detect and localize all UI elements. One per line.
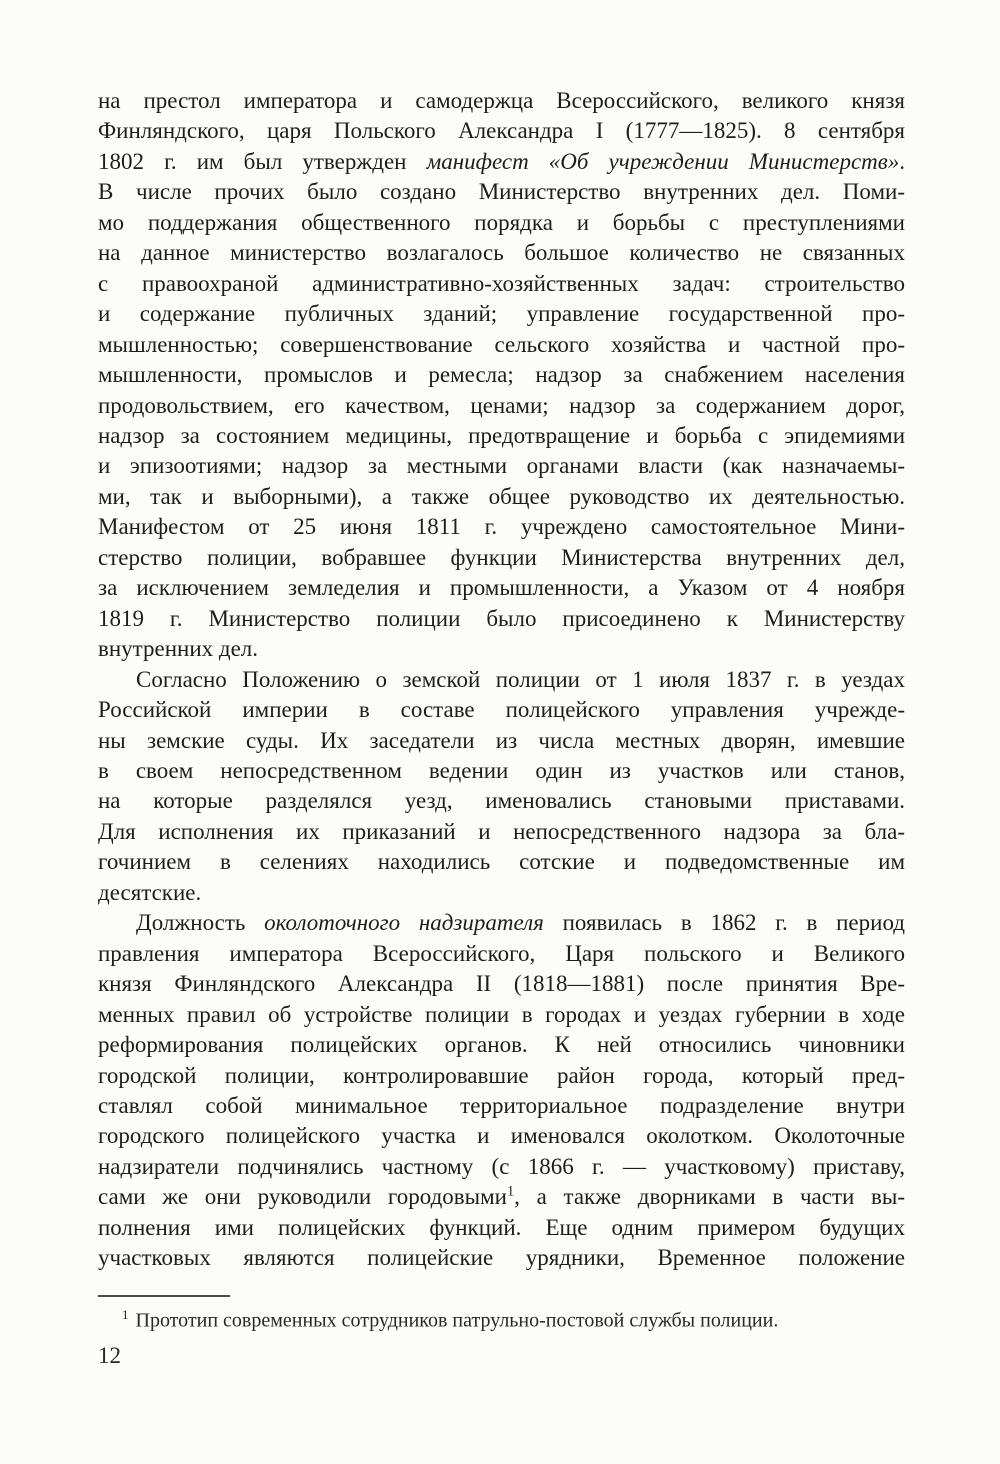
text-run: сами же они руководили городовыми [98,1184,507,1210]
text-run: Для исполнения их приказаний и непосредственного надзора за бла- [98,818,905,844]
text-run: гочинием в селениях находились сотские и подведомственные им [98,849,905,875]
text-line [98,634,905,664]
text-run: ми, так и выборными), а также общее руководство их деятельностью. [98,483,905,509]
text-line [98,391,905,421]
text-line [98,695,905,725]
text-run: Финляндского, царя Польского Александра I (1777—1825). 8 сентября [98,118,905,144]
text-line [98,451,905,481]
text-line [98,1091,905,1121]
text-run: с правоохраной административно-хозяйственных задач: строительство [98,270,905,296]
text-run: внутренних дел. [98,636,259,662]
text-run: и содержание публичных зданий; управление государственной про- [98,301,905,327]
text-line [98,665,905,695]
text-line [98,939,905,969]
text-run: полнения ими полицейских функций. Еще одним примером будущих [98,1214,905,1240]
text-line [98,1030,905,1060]
text-run: за исключением земледелия и промышленности, а Указом от 4 ноября [98,575,905,601]
text-line [98,116,905,146]
text-run: Должность [136,910,265,936]
text-run: мышленностью; совершенствование сельского хозяйства и частной про- [98,331,905,357]
text-line [98,1061,905,1091]
text-run: надзиратели подчинялись частному (с 1866 г. — участковому) приставу, [98,1153,905,1179]
text-run: стерство полиции, вобравшее функции Министерства внутренних дел, [98,544,905,570]
text-line [98,878,905,908]
text-run: менных правил об устройстве полиции в городах и уездах губернии в ходе [98,1001,905,1027]
text-run: Манифестом от 25 июня 1811 г. учреждено самостоятельное Мини- [98,514,905,540]
text-line [98,726,905,756]
text-line [98,482,905,512]
text-line [98,1000,905,1030]
text-run: ставлял собой минимальное территориальное подразделение внутри [98,1092,905,1118]
text-line [98,847,905,877]
text-line [98,1121,905,1151]
text-line [98,208,905,238]
text-run: князя Финляндского Александра II (1818—1881) после принятия Вре- [98,971,905,997]
text-run: на данное министерство возлагалось большое количество не связанных [98,240,905,266]
text-line [98,604,905,634]
text-line [98,269,905,299]
text-line [98,147,905,177]
text-run: мышленности, промыслов и ремесла; надзор за снабжением населения [98,362,905,388]
footnote-marker: 1 [122,1307,129,1322]
text-run: участковых являются полицейские урядники, Временное положение [98,1245,905,1271]
text-line [98,573,905,603]
text-run: городской полиции, контролировавшие район города, который пред- [98,1062,905,1088]
footnote-separator [98,1295,230,1297]
text-line [98,360,905,390]
footnote-text: Прототип современных сотрудников патрульно-постовой службы полиции. [135,1309,779,1332]
text-line [98,299,905,329]
footnote-reference: 1 [506,1183,515,1200]
text-run: десятские. [98,879,202,905]
text-run: Согласно Положению о земской полиции от 1 июля 1837 г. в уездах [136,666,905,692]
text-line [98,330,905,360]
text-line [98,177,905,207]
text-line [98,421,905,451]
text-run: продовольствием, его качеством, ценами; надзор за содержанием дорог, [98,392,905,418]
text-line [98,1213,905,1243]
text-run: мо поддержания общественного порядка и борьбы с преступлениями [98,209,905,235]
text-run: надзор за состоянием медицины, предотвращение и борьба с эпидемиями [98,422,905,448]
text-run: Российской империи в составе полицейского управления учрежде- [98,697,905,723]
page-number: 12 [98,1343,121,1368]
text-run: 1819 г. Министерство полиции было присоединено к Министерству [98,605,905,631]
text-line [98,908,905,938]
footnote [98,1302,905,1334]
text-line [98,1152,905,1182]
text-line [98,817,905,847]
text-run: В числе прочих было создано Министерство внутренних дел. Поми- [98,179,905,205]
text-line [98,1243,905,1273]
text-run: околоточного надзирателя [264,910,544,936]
text-line [98,969,905,999]
text-line [98,512,905,542]
text-run: манифест «Об учреждении Министерств» [426,148,900,174]
text-run: , а также дворниками в части вы- [514,1184,905,1210]
body-text [98,86,905,1274]
text-run: и эпизоотиями; надзор за местными органами власти (как назначаемы- [98,453,905,479]
text-run: 1802 г. им был утвержден [98,148,427,174]
text-run: на которые разделялся уезд, именовались становыми приставами. [98,788,905,814]
text-run: в своем непосредственном ведении один из участков или станов, [98,757,905,783]
text-run: ны земские суды. Их заседатели из числа местных дворян, имевшие [98,727,905,753]
text-run: . [899,148,905,174]
text-line [98,86,905,116]
text-run: реформирования полицейских органов. К ней относились чиновники [98,1032,905,1058]
text-line [98,1182,905,1212]
text-run: правления императора Всероссийского, Царя польского и Великого [98,940,905,966]
text-line [98,756,905,786]
text-line [98,543,905,573]
text-run: на престол императора и самодержца Всероссийского, великого князя [98,88,905,113]
text-line [98,238,905,268]
text-line [98,786,905,816]
text-run: городского полицейского участка и именовался околотком. Околоточные [98,1123,905,1149]
text-run: появилась в 1862 г. в период [543,910,905,936]
